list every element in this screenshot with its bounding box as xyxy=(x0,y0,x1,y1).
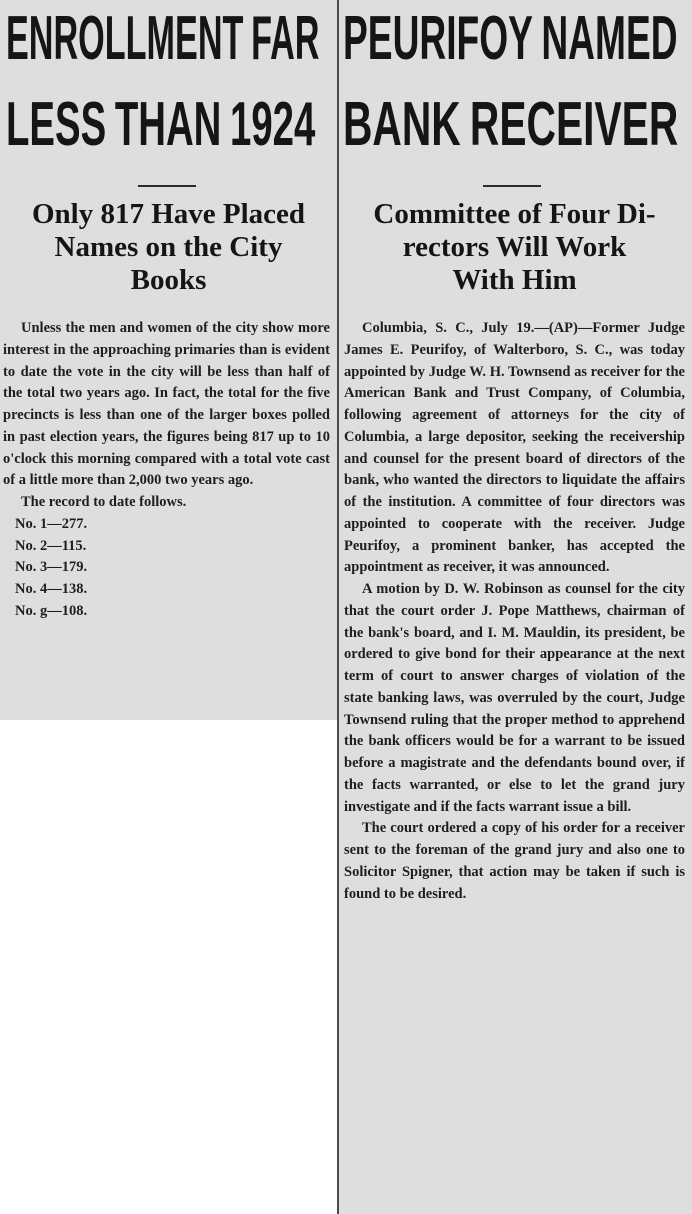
record-item: No. 2—115. xyxy=(15,537,87,554)
record-item: No. 3—179. xyxy=(15,559,88,576)
left-paragraph: Unless the men and women of the city show more interest in the approaching primaries than is evident to date the vote in the city will be less than half of the total two years ago. In fact, the total for the five precincts is less than one of the larger boxes polled in past election years, the figures being 817 up to 10 o'clock this morning compared with a total vote cast of a little more than 2,000 two years ago. xyxy=(3,320,330,489)
record-item: No. 4—138. xyxy=(15,581,88,597)
record-item: No. 1—277. xyxy=(15,515,88,532)
left-headline-word: THAN xyxy=(114,90,222,159)
right-headline-word: RECEIVER xyxy=(469,90,679,159)
column-rule xyxy=(337,0,339,1214)
left-headline-word: ENROLLMENT xyxy=(6,4,244,73)
record-intro: The record to date follows. xyxy=(21,494,187,510)
right-headline-word: NAMED xyxy=(541,4,678,73)
left-deck-line: Only 817 Have Placed xyxy=(31,198,306,230)
right-deck-line: Committee of Four Di- xyxy=(373,198,656,230)
left-headline-line-2 xyxy=(6,90,316,159)
left-deck-line: Books xyxy=(130,264,207,296)
left-deck xyxy=(0,198,337,297)
left-divider-rule xyxy=(138,185,196,187)
right-paragraph: The court ordered a copy of his order for a receiver sent to the foreman of the grand jury and also one to Solicitor Spigner, that action may be taken if such is found to be desired. xyxy=(344,820,685,902)
right-paragraph: Columbia, S. C., July 19.—(AP)—Former Judge James E. Peurifoy, of Walterboro, S. C., was today appointed by Judge W. H. Townsend as receiver for the American Bank and Trust Company, of Columbia, following agreement of attorneys for the city of Columbia, a large depositor, seeking the receivership and counsel for the present board of directors of the bank, who wanted the directors to liquidate the affairs of the institution. A committee of four directors was appointed to cooperate with the receiver. Judge Peurifoy, a prominent banker, has accepted the appointment as receiver, it was announced. xyxy=(344,320,685,576)
left-headline-word: LESS xyxy=(6,90,107,159)
left-article xyxy=(0,0,337,720)
right-body xyxy=(344,318,685,905)
right-headline-word: PEURIFOY xyxy=(343,4,533,73)
right-deck xyxy=(337,198,692,297)
left-headline-word: FAR xyxy=(251,4,320,73)
right-headline-word: BANK xyxy=(343,90,461,159)
right-headline-line-1 xyxy=(343,4,678,73)
record-list xyxy=(3,514,330,623)
left-headline-line-1 xyxy=(6,4,320,73)
right-paragraph: A motion by D. W. Robinson as counsel for the city that the court order J. Pope Matthews, chairman of the bank's board, and I. M. Mauldin, its president, be ordered to give bond for their appearance at the next term of court to answer charges of violation of the state banking laws, was overruled by the court, Judge Townsend ruling that the proper method to apprehend the bank officers would be for a warrant to be issued before a magistrate and the defendants bound over, if the facts warranted, or else to let the grand jury investigate and if the facts warrant issue a bill. xyxy=(344,581,685,815)
left-body xyxy=(3,318,330,623)
right-deck-line: With Him xyxy=(452,264,577,296)
left-headline-word: 1924 xyxy=(230,90,316,159)
right-headline-line-2 xyxy=(343,90,679,159)
left-deck-line: Names on the City xyxy=(54,231,283,263)
right-deck-line: rectors Will Work xyxy=(402,231,627,263)
right-article xyxy=(337,0,692,1214)
right-divider-rule xyxy=(483,185,541,187)
record-item: No. g—108. xyxy=(15,602,88,619)
